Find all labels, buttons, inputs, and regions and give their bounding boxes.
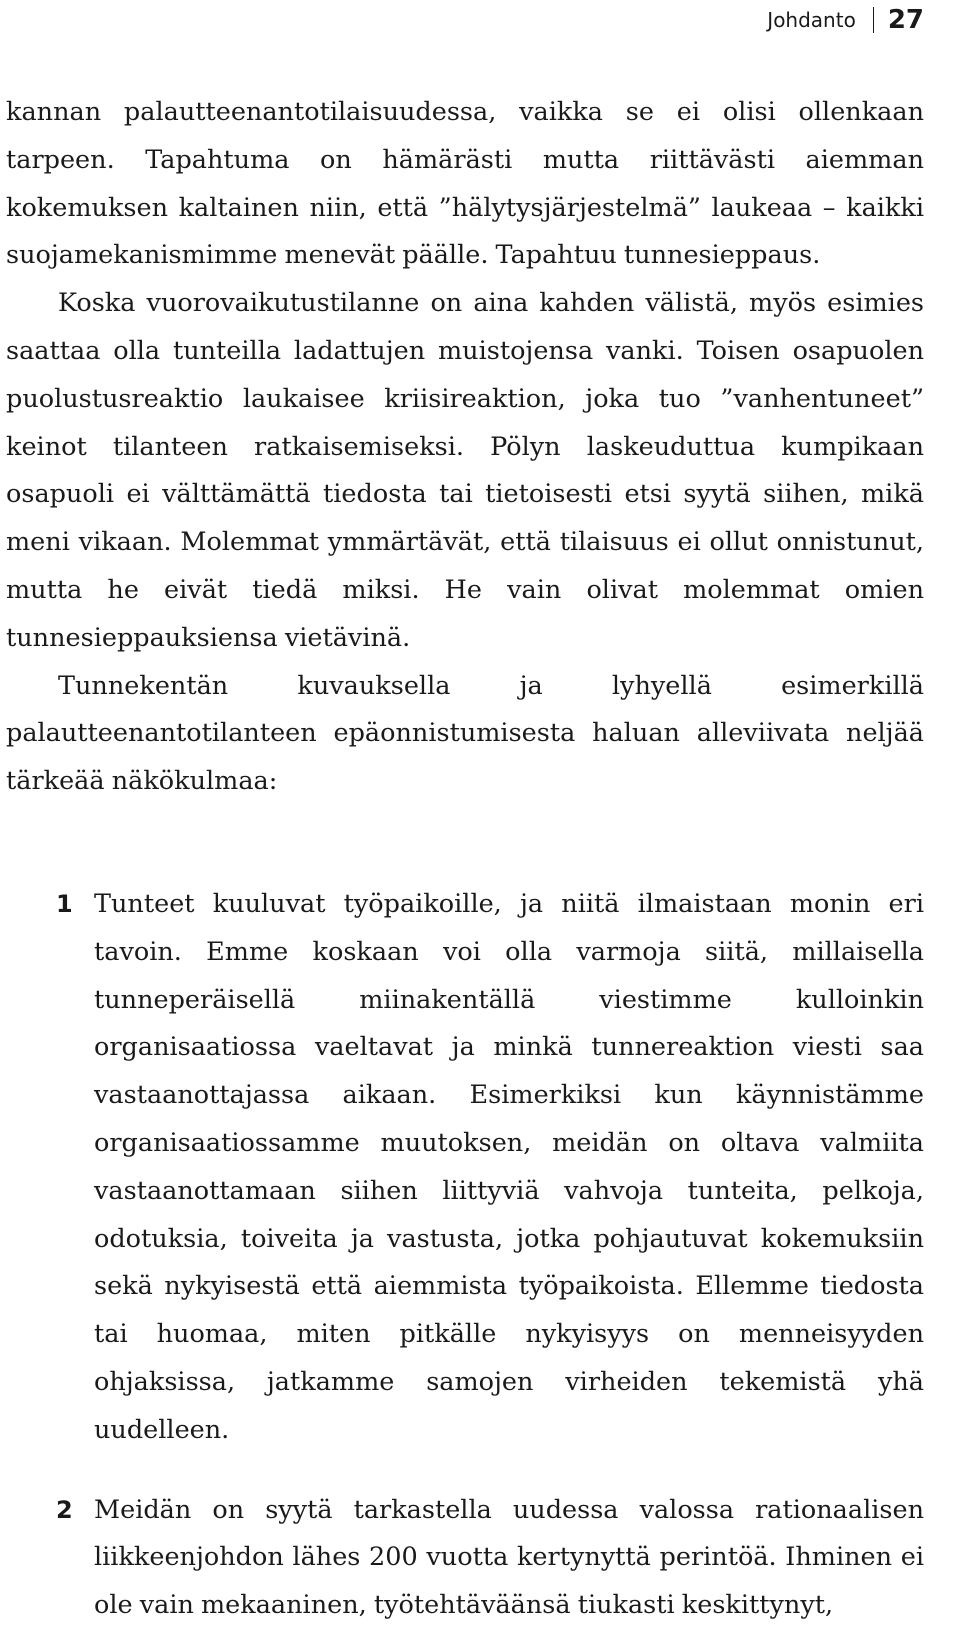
list-item-number: 2	[56, 1495, 73, 1524]
page-body	[6, 89, 924, 1630]
list-item	[6, 1487, 924, 1630]
paragraph-continued: kannan palautteenantotilaisuudessa, vaikka se ei olisi ollenkaan tarpeen. Tapahtuma on hämärästi mutta riittävästi aiemman kokemuksen kaltainen niin, että ”hälytysjärjestelmä” laukeaa – kaikki suojamekanismimme menevät päälle. Tapahtuu tunnesieppaus.	[6, 97, 924, 271]
list-item	[6, 881, 924, 1455]
list-item-number: 1	[56, 889, 73, 918]
header-divider	[873, 7, 874, 33]
page-number: 27	[887, 5, 924, 35]
section-name: Johdanto	[767, 8, 856, 32]
list-item-text: Meidän on syytä tarkastella uudessa valossa rationaalisen liikkeenjohdon lähes 200 vuotta kertynyttä perintöä. Ihminen ei ole vain mekaaninen, työtehtäväänsä tiukasti keskittynyt,	[94, 1494, 924, 1621]
viewpoints-list	[6, 881, 924, 1630]
paragraph-interaction: Koska vuorovaikutustilanne on aina kahden välistä, myös esimies saattaa olla tunteilla ladattujen muistojensa vanki. Toisen osapuolen puolustusreaktio laukaisee kriisireaktion, joka tuo ”vanhentuneet” keinot tilanteen ratkaisemiseksi. Pölyn laskeuduttua kumpikaan osapuoli ei välttämättä tiedosta tai tietoisesti etsi syytä siihen, mikä meni vikaan. Molemmat ymmärtävät, että tilaisuus ei ollut onnistunut, mutta he eivät tiedä miksi. He vain olivat molemmat omien tunnesieppauksiensa vietävinä.	[6, 288, 924, 653]
list-item-text: Tunteet kuuluvat työpaikoille, ja niitä ilmaistaan monin eri tavoin. Emme koskaan voi olla varmoja siitä, millaisella tunneperäisellä miinakentällä viestimme kulloinkin organisaatiossa vaeltavat ja minkä tunnereaktion viesti saa vastaanottajassa aikaan. Esimerkiksi kun käynnistämme organisaatiossamme muutoksen, meidän on oltava valmiita vastaanottamaan siihen liittyviä vahvoja tunteita, pelkoja, odotuksia, toiveita ja vastusta, jotka pohjautuvat kokemuksiin sekä nykyisestä että aiemmista työpaikoista. Ellemme tiedosta tai huomaa, miten pitkälle nykyisyys on menneisyyden ohjaksissa, jatkamme samojen virheiden tekemistä yhä uudelleen.	[94, 888, 924, 1445]
paragraph-viewpoints-intro: Tunnekentän kuvauksella ja lyhyellä esimerkillä palautteenantotilanteen epäonnistumisesta haluan alleviivata neljää tärkeää näkökulmaa:	[6, 670, 924, 797]
running-header	[767, 0, 924, 40]
